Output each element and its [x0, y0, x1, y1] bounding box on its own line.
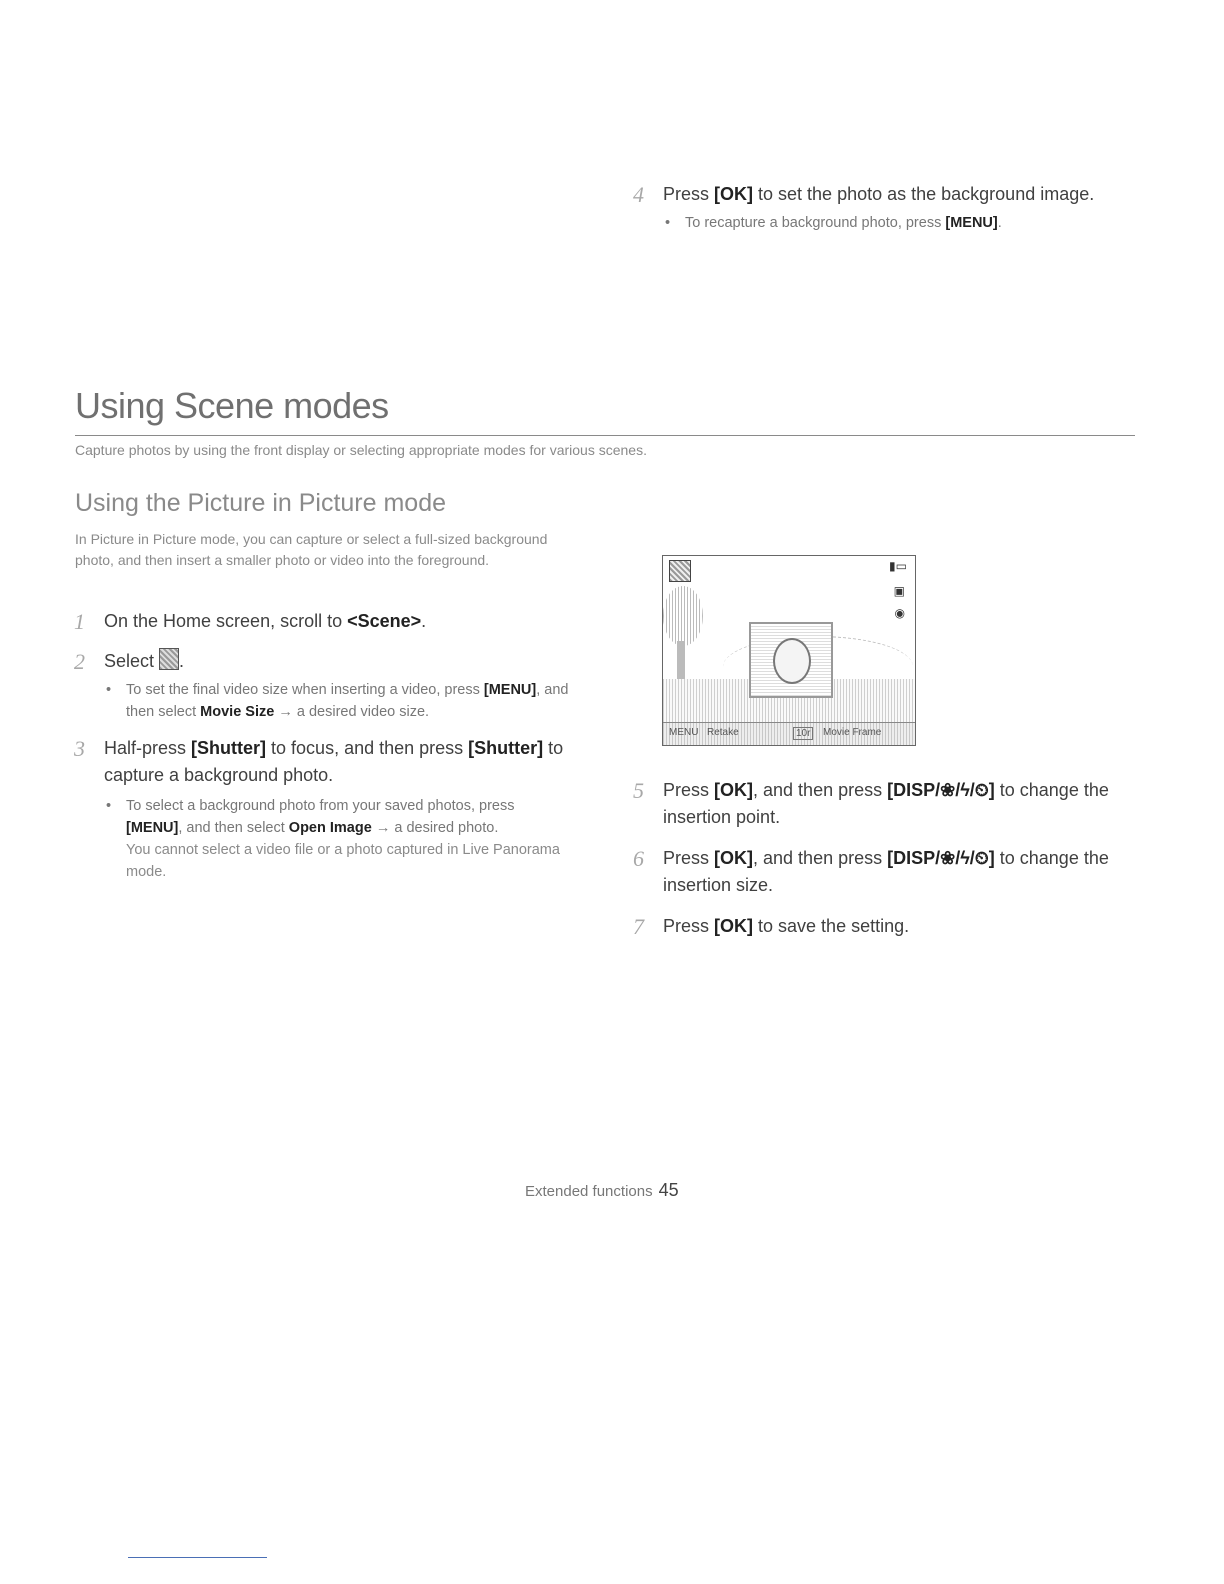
step-number: 7 — [633, 914, 644, 939]
step-6: 6 Press [OK], and then press [DISP/❀/ϟ/⏲] to change the insertion size. — [633, 846, 1109, 895]
step-number: 1 — [74, 609, 85, 634]
step-number: 4 — [633, 182, 644, 207]
retake-label: Retake — [707, 727, 739, 738]
step-2: 2 Select . • To set the final video size when inserting a video, press [MENU], and then select Movie Size → a desired video size. — [104, 648, 574, 723]
image-size-icon: ▣ — [893, 584, 905, 598]
step-2-bullet: • To set the final video size when inserting a video, press [MENU], and then select Movie Size → a desired video size. — [106, 682, 569, 720]
screen-bottom-bar — [663, 722, 915, 745]
step-number: 2 — [74, 649, 85, 674]
step-1: 1 On the Home screen, scroll to <Scene>. — [74, 609, 427, 634]
face-image — [773, 638, 811, 684]
page-number: 45 — [658, 1180, 679, 1200]
bottom-rule — [128, 1557, 267, 1558]
step-3: 3 Half-press [Shutter] to focus, and then press [Shutter] to capture a background photo. • To select a background photo from your saved photos, press [MENU], and then select Open Image → a desired photo. You cannot select a video file or a photo captured in Live Panorama mode. — [104, 735, 574, 883]
step-7: 7 Press [OK] to save the setting. — [633, 914, 910, 939]
step-3-bullet: • To select a background photo from your saved photos, press [MENU], and then select Open Image → a desired photo. — [106, 798, 515, 836]
menu-key-label: MENU — [669, 727, 699, 738]
section-intro: In Picture in Picture mode, you can capture or select a full-sized background photo, and then insert a smaller photo or video into the foreground. — [75, 531, 548, 568]
pip-mode-icon — [669, 560, 691, 582]
step-number: 5 — [633, 778, 644, 803]
page-footer — [525, 1180, 679, 1201]
tree-image — [663, 586, 703, 646]
step-4-bullet: • To recapture a background photo, press [MENU]. — [665, 215, 1002, 231]
title-divider — [75, 435, 1135, 436]
section-title: Using the Picture in Picture mode — [75, 489, 447, 517]
footer-section: Extended functions — [525, 1183, 653, 1200]
page-title: Using Scene modes — [75, 385, 389, 426]
inset-photo — [749, 622, 833, 698]
camera-screen-illustration — [662, 555, 916, 746]
step-number: 6 — [633, 846, 644, 871]
picture-in-picture-icon — [159, 648, 179, 670]
movie-key-label: 10r — [793, 727, 813, 740]
battery-icon: ▮▭ — [889, 559, 907, 573]
movie-frame-label: Movie Frame — [823, 727, 882, 738]
flash-icon: ◉ — [894, 606, 905, 620]
step-4: 4 Press [OK] to set the photo as the background image. • To recapture a background photo, press [MENU]. — [663, 181, 1133, 234]
step-3-note: You cannot select a video file or a photo captured in Live Panorama mode. — [126, 842, 560, 880]
step-5: 5 Press [OK], and then press [DISP/❀/ϟ/⏲] to change the insertion point. — [633, 778, 1109, 827]
step-number: 3 — [74, 736, 85, 761]
page-subtitle: Capture photos by using the front display or selecting appropriate modes for various scenes. — [75, 442, 647, 458]
